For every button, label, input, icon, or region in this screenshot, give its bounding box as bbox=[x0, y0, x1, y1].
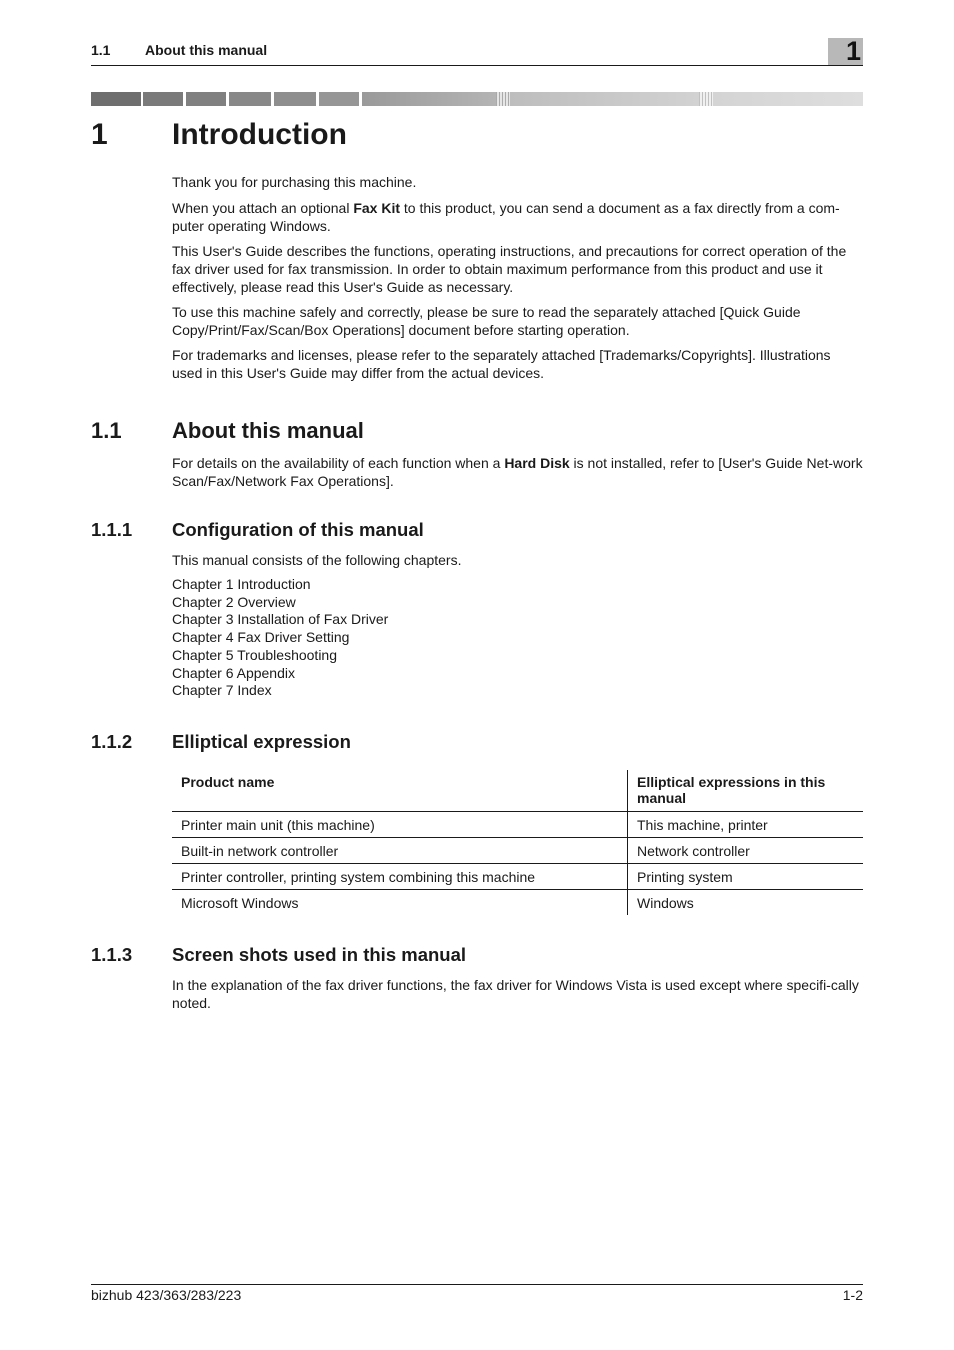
table-header-row bbox=[172, 770, 863, 812]
table-cell: Network controller bbox=[637, 842, 750, 859]
intro-paragraph-3: This User's Guide describes the functions, operating instructions, and precautions for correct operation of the fax driver used for fax transmission. In order to obtain maximum performance from this product and use it effectively, please read this User's Guide as necessary. bbox=[172, 243, 847, 295]
table-cell: Windows bbox=[637, 894, 694, 911]
hard-disk-term: Hard Disk bbox=[504, 455, 570, 471]
table-header-product-name: Product name bbox=[172, 770, 628, 812]
table-cell: Printing system bbox=[637, 868, 733, 885]
section-1-1-3-text: In the explanation of the fax driver functions, the fax driver for Windows Vista is used except where specifi-cally noted. bbox=[172, 977, 859, 1011]
section-1-1-2-title: Elliptical expression bbox=[172, 731, 351, 752]
footer-rule bbox=[91, 1284, 863, 1285]
chapter-list bbox=[172, 576, 388, 700]
running-header-section-number: 1.1 bbox=[91, 42, 111, 58]
chapter-tab bbox=[828, 38, 863, 65]
intro-paragraph-1: Thank you for purchasing this machine. bbox=[172, 174, 417, 190]
section-1-1-1-number: 1.1.1 bbox=[91, 519, 133, 540]
section-1-1-number: 1.1 bbox=[91, 418, 122, 443]
chapter-title: Introduction bbox=[172, 118, 347, 151]
table-cell: Printer controller, printing system combining this machine bbox=[172, 864, 628, 890]
fax-kit-term: Fax Kit bbox=[353, 200, 401, 216]
table-cell: This machine, printer bbox=[637, 816, 768, 833]
intro-paragraph-4: To use this machine safely and correctly, please be sure to read the separately attached [Quick Guide Copy/Print/Fax/Scan/Box Operations] document before starting operation. bbox=[172, 304, 801, 338]
list-item: Chapter 1 Introduction bbox=[172, 576, 311, 592]
running-header-section-title: About this manual bbox=[145, 42, 268, 58]
table-cell: Built-in network controller bbox=[172, 838, 628, 864]
table-header-elliptical-expression: Elliptical expressions in this manual bbox=[637, 774, 826, 806]
header-rule bbox=[91, 65, 863, 66]
table-row bbox=[172, 890, 863, 916]
section-1-1-3-number: 1.1.3 bbox=[91, 944, 133, 965]
section-1-1-2-number: 1.1.2 bbox=[91, 731, 133, 752]
intro-paragraph-2: When you attach an optional Fax Kit to this product, you can send a document as a fax directly from a com-puter operating Windows. bbox=[172, 200, 840, 234]
table-row bbox=[172, 812, 863, 838]
list-item: Chapter 6 Appendix bbox=[172, 664, 295, 681]
intro-paragraph-5: For trademarks and licenses, please refer to the separately attached [Trademarks/Copyrights]. Illustrations used in this User's Guide may differ from the actual devices. bbox=[172, 347, 831, 381]
elliptical-expression-table bbox=[172, 770, 863, 915]
table-cell: Microsoft Windows bbox=[172, 890, 628, 916]
table-row bbox=[172, 864, 863, 890]
table-cell: Printer main unit (this machine) bbox=[172, 812, 628, 838]
section-1-1-title: About this manual bbox=[172, 418, 364, 443]
list-item: Chapter 2 Overview bbox=[172, 593, 296, 610]
decorative-band bbox=[91, 92, 863, 106]
list-item: Chapter 5 Troubleshooting bbox=[172, 646, 337, 663]
section-1-1-text: For details on the availability of each function when a Hard Disk is not installed, refer to [User's Guide Net-work Scan/Fax/Network Fax Operations]. bbox=[172, 455, 863, 489]
list-item: Chapter 3 Installation of Fax Driver bbox=[172, 611, 389, 628]
chapter-tab-number: 1 bbox=[845, 36, 861, 66]
table-row bbox=[172, 838, 863, 864]
list-item: Chapter 4 Fax Driver Setting bbox=[172, 629, 350, 646]
section-1-1-3-title: Screen shots used in this manual bbox=[172, 944, 467, 965]
list-item: Chapter 7 Index bbox=[172, 682, 272, 699]
chapter-number: 1 bbox=[91, 118, 108, 151]
footer-model: bizhub 423/363/283/223 bbox=[91, 1287, 242, 1303]
footer-page-number: 1-2 bbox=[842, 1287, 863, 1303]
section-1-1-1-intro: This manual consists of the following chapters. bbox=[172, 552, 462, 568]
section-1-1-1-title: Configuration of this manual bbox=[172, 519, 424, 540]
